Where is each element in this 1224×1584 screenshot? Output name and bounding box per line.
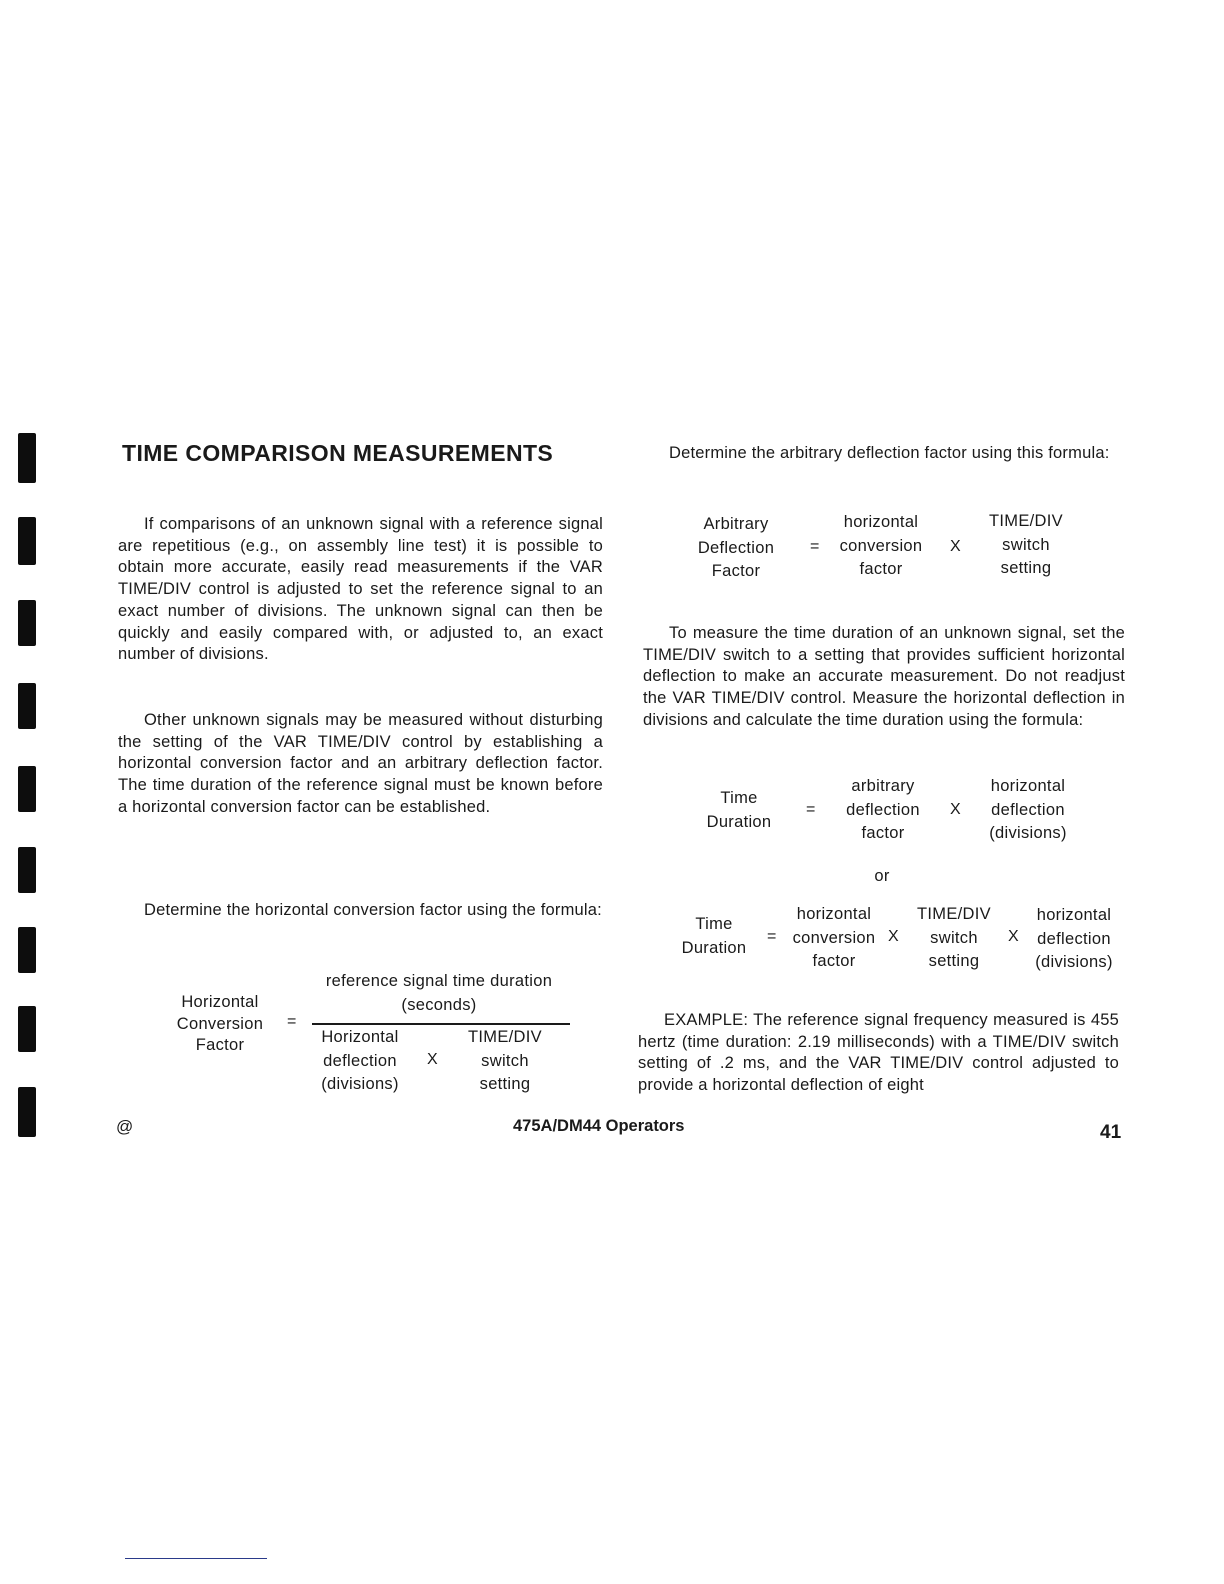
binder-mark bbox=[18, 766, 36, 812]
formula2-lhs: Time Duration bbox=[706, 789, 772, 831]
formula3-term-c: horizontal deflection (divisions) bbox=[1035, 906, 1113, 971]
conversion-formula-intro: Determine the horizontal conversion factor using the formula: bbox=[144, 901, 602, 919]
formula-lhs: Horizontal Conversion Factor bbox=[176, 993, 264, 1054]
page-title: TIME COMPARISON MEASUREMENTS bbox=[122, 440, 554, 466]
or-separator: or bbox=[874, 867, 890, 885]
times-sign: X bbox=[1008, 928, 1019, 945]
binder-mark bbox=[18, 683, 36, 729]
binder-mark bbox=[18, 847, 36, 893]
binder-mark bbox=[18, 433, 36, 483]
deflection-formula-intro: Determine the arbitrary deflection factor using this formula: bbox=[669, 444, 1110, 462]
formula3-lhs: Time Duration bbox=[681, 915, 747, 957]
binder-mark bbox=[18, 1006, 36, 1052]
formula-numerator: reference signal time duration (seconds) bbox=[325, 972, 553, 1014]
formula1-lhs: Arbitrary Deflection Factor bbox=[697, 515, 775, 580]
times-sign: X bbox=[427, 1051, 438, 1068]
equals-sign: = bbox=[806, 801, 816, 818]
binder-mark bbox=[18, 517, 36, 565]
times-sign: X bbox=[950, 538, 961, 555]
fraction-bar bbox=[312, 1023, 570, 1025]
formula-denominator-a: Horizontal deflection (divisions) bbox=[321, 1028, 399, 1093]
equals-sign: = bbox=[810, 538, 820, 555]
conversion-paragraph: Other unknown signals may be measured without disturbing the setting of the VAR TIME/DIV control by establishing a horizontal conversion factor and an arbitrary deflection factor. The time duration of the reference signal must be known before a horizontal conversion factor can be established. bbox=[118, 711, 603, 816]
equals-sign: = bbox=[287, 1013, 297, 1030]
footnote-rule bbox=[125, 1558, 267, 1559]
intro-paragraph: If comparisons of an unknown signal with a reference signal are repetitious (e.g., on assembly line test) it is possible to obtain more accurate, easily read measurements if the VAR TIME/DIV control is adjusted to set the reference signal to an exact number of divisions. The unknown signal can then be quickly and easily compared with, or adjusted to, an exact number of divisions. bbox=[118, 515, 603, 664]
example-paragraph: EXAMPLE: The reference signal frequency measured is 455 hertz (time duration: 2.19 milliseconds) with a TIME/DIV switch setting of .2 ms, and the VAR TIME/DIV control adjusted to provide a horizontal deflection of eight bbox=[638, 1011, 1119, 1095]
footer-mark: @ bbox=[116, 1117, 134, 1136]
measure-paragraph: To measure the time duration of an unknown signal, set the TIME/DIV switch to a setting that provides sufficient horizontal deflection to make an accurate measurement. Do not readjust the VAR TIME/DIV control. Measure the horizontal deflection in divisions and calculate the time duration using the formula: bbox=[643, 624, 1125, 729]
binder-mark bbox=[18, 1087, 36, 1137]
formula-denominator-b: TIME/DIV switch setting bbox=[468, 1028, 542, 1093]
formula3-term-a: horizontal conversion factor bbox=[792, 905, 876, 970]
footer-manual-title: 475A/DM44 Operators bbox=[513, 1117, 685, 1135]
times-sign: X bbox=[950, 801, 961, 818]
binder-mark bbox=[18, 600, 36, 646]
page-number: 41 bbox=[1100, 1122, 1122, 1143]
formula2-term-a: arbitrary deflection factor bbox=[846, 777, 920, 842]
binder-mark bbox=[18, 927, 36, 973]
formula3-term-b: TIME/DIV switch setting bbox=[917, 905, 991, 970]
formula2-term-b: horizontal deflection (divisions) bbox=[989, 777, 1067, 842]
formula1-term-b: TIME/DIV switch setting bbox=[989, 512, 1063, 577]
times-sign: X bbox=[888, 928, 899, 945]
formula1-term-a: horizontal conversion factor bbox=[839, 513, 923, 578]
equals-sign: = bbox=[767, 928, 777, 945]
